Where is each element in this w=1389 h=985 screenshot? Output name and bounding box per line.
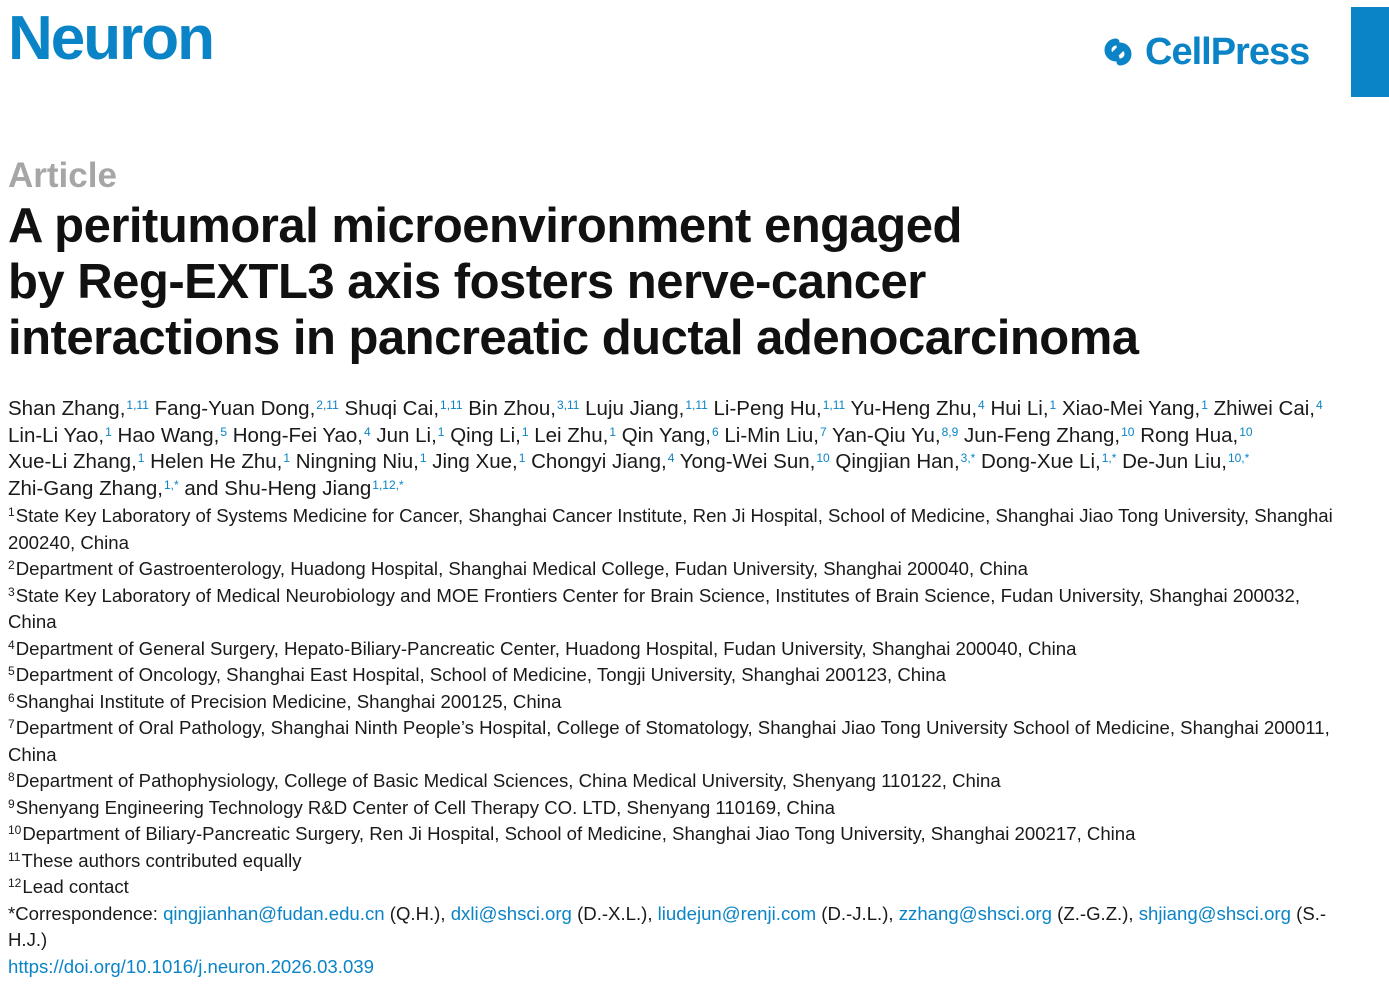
affiliation-number: 9 — [8, 796, 15, 811]
title-line: by Reg-EXTL3 axis fosters nerve-cancer — [8, 255, 926, 309]
author-affiliation-marker[interactable]: 5 — [220, 424, 227, 439]
email-link[interactable]: liudejun@renji.com — [657, 902, 817, 924]
author — [531, 450, 674, 473]
affiliation-item — [8, 662, 1338, 689]
author-name: Lei Zhu, — [534, 423, 609, 447]
author-name: Yu-Heng Zhu, — [850, 397, 978, 420]
author — [851, 397, 985, 420]
author-affiliation-marker[interactable]: 7 — [819, 424, 827, 439]
author — [1140, 424, 1252, 447]
author-name: Ningning Niu, — [295, 450, 419, 473]
author — [585, 397, 708, 420]
journal-name: Neuron — [8, 4, 213, 73]
affiliation-number: 5 — [8, 664, 15, 678]
author-name: Chongyi Jiang, — [531, 450, 667, 473]
author-name: Hui Li, — [990, 397, 1049, 420]
author-name: Qingjian Han, — [835, 450, 960, 473]
publisher-logo[interactable] — [1097, 30, 1309, 74]
affiliation-number: 10 — [8, 823, 22, 837]
email-link[interactable]: dxli@shsci.org — [450, 902, 572, 924]
author — [724, 424, 826, 447]
author-affiliation-marker[interactable]: 4 — [978, 398, 985, 412]
author-affiliation-marker[interactable]: 10 — [816, 451, 830, 465]
doi-line — [8, 954, 1338, 981]
author — [990, 397, 1056, 420]
affiliation-number: 2 — [8, 558, 15, 572]
affiliation-item — [8, 689, 1338, 716]
affiliation-item — [8, 768, 1338, 795]
author-affiliation-marker[interactable]: 4 — [1315, 398, 1323, 412]
author-name: Shan Zhang, — [8, 397, 126, 420]
affiliation-item — [8, 503, 1338, 556]
author — [1062, 397, 1208, 420]
author-affiliation-marker[interactable]: 8,9 — [941, 424, 959, 439]
doi-link[interactable]: https://doi.org/10.1016/j.neuron.2026.03.039 — [8, 955, 374, 977]
affiliation-item — [8, 848, 1338, 875]
contact-initials: (Q.H.), — [389, 902, 446, 924]
article-type-label: Article — [8, 156, 117, 195]
author — [8, 450, 144, 473]
author — [534, 424, 616, 447]
affiliation-item — [8, 874, 1338, 901]
author — [832, 424, 958, 447]
author-affiliation-marker[interactable]: 3,* — [960, 451, 976, 465]
author-affiliation-marker[interactable]: 4 — [364, 424, 371, 439]
accent-bar — [1351, 7, 1389, 97]
author — [8, 424, 112, 447]
affiliation-text: Department of Oral Pathology, Shanghai Ninth People’s Hospital, College of Stomatology, Shanghai Jiao Tong University School of Medicine, Shanghai 200011, China — [8, 717, 1330, 765]
email-link[interactable]: qingjianhan@fudan.edu.cn — [163, 902, 385, 924]
author-name: Bin Zhou, — [468, 397, 556, 420]
author-name: and Shu-Heng Jiang — [184, 476, 372, 500]
author-affiliation-marker[interactable]: 10 — [1239, 424, 1253, 439]
author — [432, 450, 525, 473]
author-name: Luju Jiang, — [585, 397, 685, 420]
author-affiliation-marker[interactable]: 6 — [711, 424, 719, 439]
author-affiliation-marker[interactable]: 1 — [437, 424, 445, 439]
email-link[interactable]: zzhang@shsci.org — [898, 902, 1052, 924]
author — [118, 424, 227, 447]
affiliation-text: Lead contact — [22, 876, 129, 897]
publisher-name: CellPress — [1145, 30, 1310, 73]
author — [8, 397, 149, 420]
affiliation-number: 3 — [8, 584, 15, 599]
affiliation-text: Department of Oncology, Shanghai East Hospital, School of Medicine, Tongji University, Shanghai 200123, China — [15, 664, 946, 685]
affiliation-number: 4 — [8, 637, 15, 652]
correspondence — [8, 901, 1338, 954]
author — [376, 424, 444, 447]
author-affiliation-marker[interactable]: 4 — [667, 451, 675, 465]
author-affiliation-marker[interactable]: 1 — [1049, 398, 1057, 412]
author — [344, 397, 462, 420]
author — [981, 450, 1116, 473]
affiliation-item — [8, 821, 1338, 848]
author-name: Zhi-Gang Zhang, — [8, 476, 163, 500]
author-name: Jun-Feng Zhang, — [964, 423, 1121, 447]
author-affiliation-marker[interactable]: 1 — [105, 424, 112, 439]
author-affiliation-marker[interactable]: 1 — [518, 451, 526, 465]
email-link[interactable]: shjiang@shsci.org — [1138, 902, 1291, 924]
author-affiliation-marker[interactable]: 1,12,* — [372, 477, 404, 492]
affiliation-number: 6 — [8, 690, 15, 705]
author-name: Helen He Zhu, — [150, 450, 283, 473]
cellpress-logo-icon — [1097, 31, 1139, 73]
author — [713, 397, 845, 420]
author-name: De-Jun Liu, — [1122, 450, 1227, 473]
author — [8, 477, 179, 500]
correspondence-label: *Correspondence: — [8, 902, 158, 924]
affiliation-text: Shenyang Engineering Technology R&D Center of Cell Therapy CO. LTD, Shenyang 110169, China — [15, 796, 835, 818]
title-line: A peritumoral microenvironment engaged — [8, 199, 962, 253]
author-name: Li-Min Liu, — [724, 423, 819, 447]
author-name: Jing Xue, — [432, 450, 518, 473]
contact-initials: (D.-X.L.), — [577, 902, 653, 924]
affiliation-number: 7 — [8, 717, 15, 731]
article-title — [8, 198, 1328, 366]
author — [1214, 397, 1323, 420]
affiliation-number: 1 — [8, 505, 15, 519]
affiliation-text: These authors contributed equally — [21, 849, 302, 871]
affiliation-text: Department of Biliary-Pancreatic Surgery, Ren Ji Hospital, School of Medicine, Shanghai Jiao Tong University, Shanghai 200217, China — [22, 823, 1136, 844]
affiliation-text: State Key Laboratory of Systems Medicine for Cancer, Shanghai Cancer Institute, Ren Ji Hospital, School of Medicine, Shanghai Jiao Tong University, Shanghai 200240, China — [8, 505, 1333, 553]
affiliation-item — [8, 556, 1338, 583]
author-affiliation-marker[interactable]: 1 — [1201, 398, 1208, 412]
author-name: Qing Li, — [450, 423, 521, 447]
author-affiliation-marker[interactable]: 1 — [283, 451, 291, 465]
contact-initials: (S.-H.J.) — [8, 902, 1327, 950]
author-name: Dong-Xue Li, — [981, 450, 1101, 473]
author-affiliation-marker[interactable]: 10,* — [1227, 451, 1250, 465]
author-affiliation-marker[interactable]: 1,11 — [685, 398, 708, 412]
author-affiliation-marker[interactable]: 1,11 — [440, 398, 463, 412]
contact-initials: (D.-J.L.), — [821, 902, 894, 924]
author-list — [8, 396, 1338, 502]
author-name: Rong Hua, — [1140, 423, 1239, 447]
contact-initials: (Z.-G.Z.), — [1057, 902, 1134, 924]
author-affiliation-marker[interactable]: 1 — [521, 424, 529, 439]
affiliation-text: Shanghai Institute of Precision Medicine, Shanghai 200125, China — [15, 690, 562, 712]
author-name: Hong-Fei Yao, — [232, 423, 363, 447]
author-name: Yong-Wei Sun, — [679, 450, 816, 473]
author-affiliation-marker[interactable]: 1 — [137, 451, 145, 465]
author — [1122, 450, 1249, 473]
author-affiliation-marker[interactable]: 1 — [609, 424, 616, 439]
author — [296, 450, 427, 473]
author-name: Shuqi Cai, — [344, 397, 440, 420]
affiliation-text: State Key Laboratory of Medical Neurobiology and MOE Frontiers Center for Brain Science, Institutes of Brain Science, Fudan University, Shanghai 200032, China — [8, 584, 1301, 632]
author-affiliation-marker[interactable]: 1 — [419, 451, 427, 465]
affiliation-item — [8, 715, 1338, 768]
author-name: Hao Wang, — [117, 423, 220, 447]
author-affiliation-marker[interactable]: 10 — [1121, 424, 1135, 439]
author — [155, 397, 339, 420]
author — [835, 450, 975, 473]
author-name: Yan-Qiu Yu, — [831, 423, 941, 447]
author-affiliation-marker[interactable]: 2,11 — [316, 398, 339, 412]
affiliation-item — [8, 583, 1338, 636]
affiliation-number: 8 — [8, 770, 15, 784]
author-affiliation-marker[interactable]: 1,* — [163, 477, 179, 492]
author-name: Zhiwei Cai, — [1213, 397, 1315, 420]
affiliations — [8, 503, 1338, 980]
author-name: Lin-Li Yao, — [8, 423, 105, 447]
author-affiliation-marker[interactable]: 1,11 — [822, 398, 846, 412]
author — [622, 424, 719, 447]
affiliation-number: 12 — [8, 876, 22, 890]
author — [964, 424, 1134, 447]
affiliation-item — [8, 636, 1338, 663]
author — [680, 450, 830, 473]
author-affiliation-marker[interactable]: 1,* — [1101, 451, 1117, 465]
author-affiliation-marker[interactable]: 3,11 — [556, 398, 580, 412]
author — [468, 397, 579, 420]
author — [150, 450, 290, 473]
affiliation-text: Department of General Surgery, Hepato-Biliary-Pancreatic Center, Huadong Hospital, Fudan University, Shanghai 200040, China — [15, 637, 1077, 659]
title-line: interactions in pancreatic ductal adenocarcinoma — [8, 311, 1139, 365]
author — [233, 424, 371, 447]
author-name: Xiao-Mei Yang, — [1061, 397, 1201, 420]
author-affiliation-marker[interactable]: 1,11 — [126, 398, 149, 412]
author-name: Jun Li, — [376, 423, 437, 447]
author-name: Xue-Li Zhang, — [8, 450, 137, 473]
author-name: Fang-Yuan Dong, — [154, 397, 316, 420]
affiliation-text: Department of Gastroenterology, Huadong Hospital, Shanghai Medical College, Fudan University, Shanghai 200040, China — [15, 558, 1028, 579]
affiliation-number: 11 — [8, 849, 21, 864]
author-name: Qin Yang, — [621, 423, 711, 447]
author — [450, 424, 528, 447]
affiliation-item — [8, 795, 1338, 822]
author — [184, 477, 403, 500]
affiliation-text: Department of Pathophysiology, College of Basic Medical Sciences, China Medical University, Shenyang 110122, China — [15, 770, 1001, 791]
author-name: Li-Peng Hu, — [713, 397, 822, 420]
